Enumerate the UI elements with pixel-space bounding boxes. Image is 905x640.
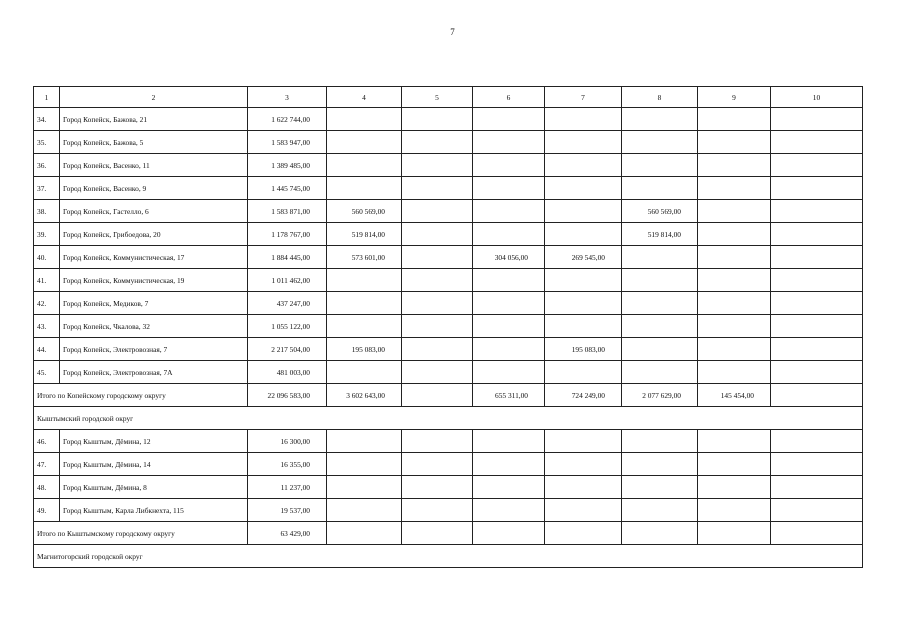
amount-cell xyxy=(327,154,402,177)
amount-cell xyxy=(622,476,698,499)
address-cell: Город Копейск, Коммунистическая, 17 xyxy=(60,246,248,269)
amount-cell xyxy=(622,361,698,384)
amount-cell: 19 537,00 xyxy=(248,499,327,522)
amount-cell xyxy=(402,361,473,384)
total-amount-cell: 145 454,00 xyxy=(698,384,771,407)
table-row xyxy=(34,177,863,200)
address-cell: Город Копейск, Бажова, 21 xyxy=(60,108,248,131)
amount-cell xyxy=(698,338,771,361)
amount-cell xyxy=(622,499,698,522)
amount-cell xyxy=(473,292,545,315)
amount-cell xyxy=(402,269,473,292)
total-amount-cell xyxy=(545,522,622,545)
table-row xyxy=(34,476,863,499)
amount-cell xyxy=(622,269,698,292)
address-cell: Город Копейск, Электровозная, 7А xyxy=(60,361,248,384)
amount-cell xyxy=(771,108,863,131)
amount-cell xyxy=(473,108,545,131)
header-cell: 10 xyxy=(771,87,863,108)
address-cell: Город Копейск, Гастелло, 6 xyxy=(60,200,248,223)
amount-cell xyxy=(771,499,863,522)
amount-cell: 573 601,00 xyxy=(327,246,402,269)
address-cell: Город Копейск, Бажова, 5 xyxy=(60,131,248,154)
amount-cell xyxy=(473,131,545,154)
amount-cell xyxy=(698,246,771,269)
table-row xyxy=(34,131,863,154)
amount-cell xyxy=(327,361,402,384)
amount-cell xyxy=(771,338,863,361)
amount-cell: 195 083,00 xyxy=(545,338,622,361)
header-cell: 6 xyxy=(473,87,545,108)
amount-cell: 16 300,00 xyxy=(248,430,327,453)
amount-cell xyxy=(327,315,402,338)
amount-cell xyxy=(402,223,473,246)
row-number: 36. xyxy=(34,154,60,177)
row-number: 40. xyxy=(34,246,60,269)
amount-cell xyxy=(698,361,771,384)
table-body xyxy=(34,87,863,568)
amount-cell: 519 814,00 xyxy=(327,223,402,246)
amount-cell xyxy=(402,315,473,338)
amount-cell: 1 583 947,00 xyxy=(248,131,327,154)
amount-cell xyxy=(771,200,863,223)
row-number: 44. xyxy=(34,338,60,361)
amount-cell xyxy=(545,476,622,499)
amount-cell: 1 884 445,00 xyxy=(248,246,327,269)
amount-cell: 1 011 462,00 xyxy=(248,269,327,292)
header-cell: 3 xyxy=(248,87,327,108)
amount-cell xyxy=(698,223,771,246)
header-cell: 2 xyxy=(60,87,248,108)
amount-cell: 437 247,00 xyxy=(248,292,327,315)
amount-cell: 481 003,00 xyxy=(248,361,327,384)
section-row xyxy=(34,407,863,430)
total-amount-cell xyxy=(402,384,473,407)
amount-cell xyxy=(327,476,402,499)
amount-cell xyxy=(473,315,545,338)
row-number: 39. xyxy=(34,223,60,246)
amount-cell xyxy=(545,269,622,292)
table-row xyxy=(34,338,863,361)
address-cell: Город Копейск, Васенко, 11 xyxy=(60,154,248,177)
amount-cell xyxy=(473,338,545,361)
amount-cell xyxy=(473,361,545,384)
amount-cell xyxy=(473,499,545,522)
amount-cell xyxy=(473,453,545,476)
amount-cell: 1 055 122,00 xyxy=(248,315,327,338)
amount-cell: 519 814,00 xyxy=(622,223,698,246)
address-cell: Город Копейск, Грибоедова, 20 xyxy=(60,223,248,246)
amount-cell xyxy=(698,292,771,315)
amount-cell xyxy=(402,177,473,200)
address-cell: Город Кыштым, Дёмина, 14 xyxy=(60,453,248,476)
amount-cell xyxy=(698,200,771,223)
amount-cell xyxy=(402,499,473,522)
header-cell: 9 xyxy=(698,87,771,108)
header-cell: 1 xyxy=(34,87,60,108)
address-cell: Город Копейск, Васенко, 9 xyxy=(60,177,248,200)
amount-cell xyxy=(622,338,698,361)
amount-cell xyxy=(698,177,771,200)
table-row xyxy=(34,269,863,292)
amount-cell: 2 217 504,00 xyxy=(248,338,327,361)
amount-cell xyxy=(473,223,545,246)
row-number: 35. xyxy=(34,131,60,154)
amount-cell xyxy=(473,200,545,223)
amount-cell: 1 389 485,00 xyxy=(248,154,327,177)
amount-cell xyxy=(402,292,473,315)
amount-cell xyxy=(545,292,622,315)
section-title: Магнитогорский городской округ xyxy=(34,545,863,568)
amount-cell xyxy=(473,269,545,292)
amount-cell xyxy=(402,108,473,131)
amount-cell xyxy=(327,177,402,200)
amount-cell xyxy=(402,200,473,223)
amount-cell xyxy=(545,499,622,522)
amount-cell xyxy=(545,223,622,246)
total-row xyxy=(34,522,863,545)
amount-cell xyxy=(402,453,473,476)
table-row xyxy=(34,108,863,131)
amount-cell: 269 545,00 xyxy=(545,246,622,269)
amount-cell xyxy=(771,361,863,384)
amount-cell xyxy=(402,246,473,269)
table-row xyxy=(34,154,863,177)
amount-cell xyxy=(622,131,698,154)
amount-cell: 195 083,00 xyxy=(327,338,402,361)
section-row xyxy=(34,545,863,568)
amount-cell xyxy=(771,131,863,154)
amount-cell: 304 056,00 xyxy=(473,246,545,269)
table-row xyxy=(34,292,863,315)
amount-cell xyxy=(771,430,863,453)
amount-cell: 1 178 767,00 xyxy=(248,223,327,246)
row-number: 48. xyxy=(34,476,60,499)
table-row xyxy=(34,246,863,269)
address-cell: Город Кыштым, Дёмина, 12 xyxy=(60,430,248,453)
amount-cell xyxy=(402,338,473,361)
total-amount-cell: 63 429,00 xyxy=(248,522,327,545)
table-row xyxy=(34,430,863,453)
amount-cell xyxy=(622,453,698,476)
amount-cell xyxy=(545,177,622,200)
table-header-row xyxy=(34,87,863,108)
total-amount-cell: 2 077 629,00 xyxy=(622,384,698,407)
table-row xyxy=(34,223,863,246)
amount-cell xyxy=(698,154,771,177)
address-cell: Город Копейск, Медиков, 7 xyxy=(60,292,248,315)
amount-cell xyxy=(698,430,771,453)
amount-cell xyxy=(327,499,402,522)
amount-cell xyxy=(698,453,771,476)
amount-cell xyxy=(698,269,771,292)
amount-cell: 1 583 871,00 xyxy=(248,200,327,223)
amount-cell xyxy=(622,292,698,315)
amount-cell: 560 569,00 xyxy=(327,200,402,223)
total-amount-cell: 3 602 643,00 xyxy=(327,384,402,407)
total-label: Итого по Кыштымскому городскому округу xyxy=(34,522,248,545)
total-amount-cell xyxy=(473,522,545,545)
table-row xyxy=(34,200,863,223)
amount-cell xyxy=(545,154,622,177)
total-amount-cell xyxy=(402,522,473,545)
amount-cell xyxy=(545,315,622,338)
amount-cell xyxy=(622,154,698,177)
table-row xyxy=(34,315,863,338)
amount-cell xyxy=(622,177,698,200)
amount-cell xyxy=(327,453,402,476)
row-number: 45. xyxy=(34,361,60,384)
amount-cell xyxy=(402,430,473,453)
table-row xyxy=(34,499,863,522)
row-number: 37. xyxy=(34,177,60,200)
amount-cell xyxy=(622,108,698,131)
row-number: 47. xyxy=(34,453,60,476)
amount-cell xyxy=(473,430,545,453)
row-number: 38. xyxy=(34,200,60,223)
amount-cell xyxy=(402,131,473,154)
header-cell: 4 xyxy=(327,87,402,108)
amount-cell xyxy=(698,315,771,338)
amount-cell xyxy=(698,499,771,522)
amount-cell xyxy=(771,223,863,246)
amount-cell xyxy=(698,476,771,499)
total-amount-cell: 724 249,00 xyxy=(545,384,622,407)
total-row xyxy=(34,384,863,407)
address-cell: Город Копейск, Коммунистическая, 19 xyxy=(60,269,248,292)
total-amount-cell xyxy=(771,384,863,407)
amount-cell xyxy=(771,292,863,315)
row-number: 49. xyxy=(34,499,60,522)
total-amount-cell xyxy=(698,522,771,545)
address-cell: Город Кыштым, Карла Либкнехта, 115 xyxy=(60,499,248,522)
amount-cell: 560 569,00 xyxy=(622,200,698,223)
amount-cell xyxy=(771,177,863,200)
amount-cell xyxy=(473,154,545,177)
total-amount-cell xyxy=(622,522,698,545)
row-number: 42. xyxy=(34,292,60,315)
amount-cell xyxy=(473,476,545,499)
amount-cell xyxy=(545,361,622,384)
row-number: 34. xyxy=(34,108,60,131)
address-cell: Город Кыштым, Дёмина, 8 xyxy=(60,476,248,499)
address-cell: Город Копейск, Электровозная, 7 xyxy=(60,338,248,361)
amount-cell xyxy=(545,108,622,131)
budget-table xyxy=(33,86,863,568)
table-row xyxy=(34,361,863,384)
amount-cell xyxy=(545,430,622,453)
amount-cell xyxy=(327,430,402,453)
amount-cell xyxy=(771,246,863,269)
row-number: 46. xyxy=(34,430,60,453)
section-title: Кыштымский городской округ xyxy=(34,407,863,430)
amount-cell: 11 237,00 xyxy=(248,476,327,499)
amount-cell xyxy=(327,131,402,154)
amount-cell xyxy=(327,108,402,131)
amount-cell xyxy=(545,131,622,154)
header-cell: 7 xyxy=(545,87,622,108)
amount-cell xyxy=(698,131,771,154)
amount-cell xyxy=(402,154,473,177)
table-row xyxy=(34,453,863,476)
amount-cell xyxy=(771,453,863,476)
amount-cell: 16 355,00 xyxy=(248,453,327,476)
total-amount-cell xyxy=(771,522,863,545)
amount-cell xyxy=(327,292,402,315)
amount-cell xyxy=(622,430,698,453)
header-cell: 8 xyxy=(622,87,698,108)
amount-cell xyxy=(771,269,863,292)
amount-cell xyxy=(771,476,863,499)
amount-cell xyxy=(771,154,863,177)
amount-cell xyxy=(402,476,473,499)
amount-cell xyxy=(473,177,545,200)
row-number: 43. xyxy=(34,315,60,338)
header-cell: 5 xyxy=(402,87,473,108)
amount-cell xyxy=(771,315,863,338)
amount-cell xyxy=(622,246,698,269)
page-number: 7 xyxy=(450,27,455,37)
total-amount-cell: 22 096 583,00 xyxy=(248,384,327,407)
amount-cell xyxy=(545,453,622,476)
amount-cell xyxy=(622,315,698,338)
amount-cell xyxy=(698,108,771,131)
amount-cell: 1 445 745,00 xyxy=(248,177,327,200)
row-number: 41. xyxy=(34,269,60,292)
address-cell: Город Копейск, Чкалова, 32 xyxy=(60,315,248,338)
amount-cell xyxy=(327,269,402,292)
total-label: Итого по Копейскому городскому округу xyxy=(34,384,248,407)
total-amount-cell: 655 311,00 xyxy=(473,384,545,407)
amount-cell xyxy=(545,200,622,223)
total-amount-cell xyxy=(327,522,402,545)
amount-cell: 1 622 744,00 xyxy=(248,108,327,131)
